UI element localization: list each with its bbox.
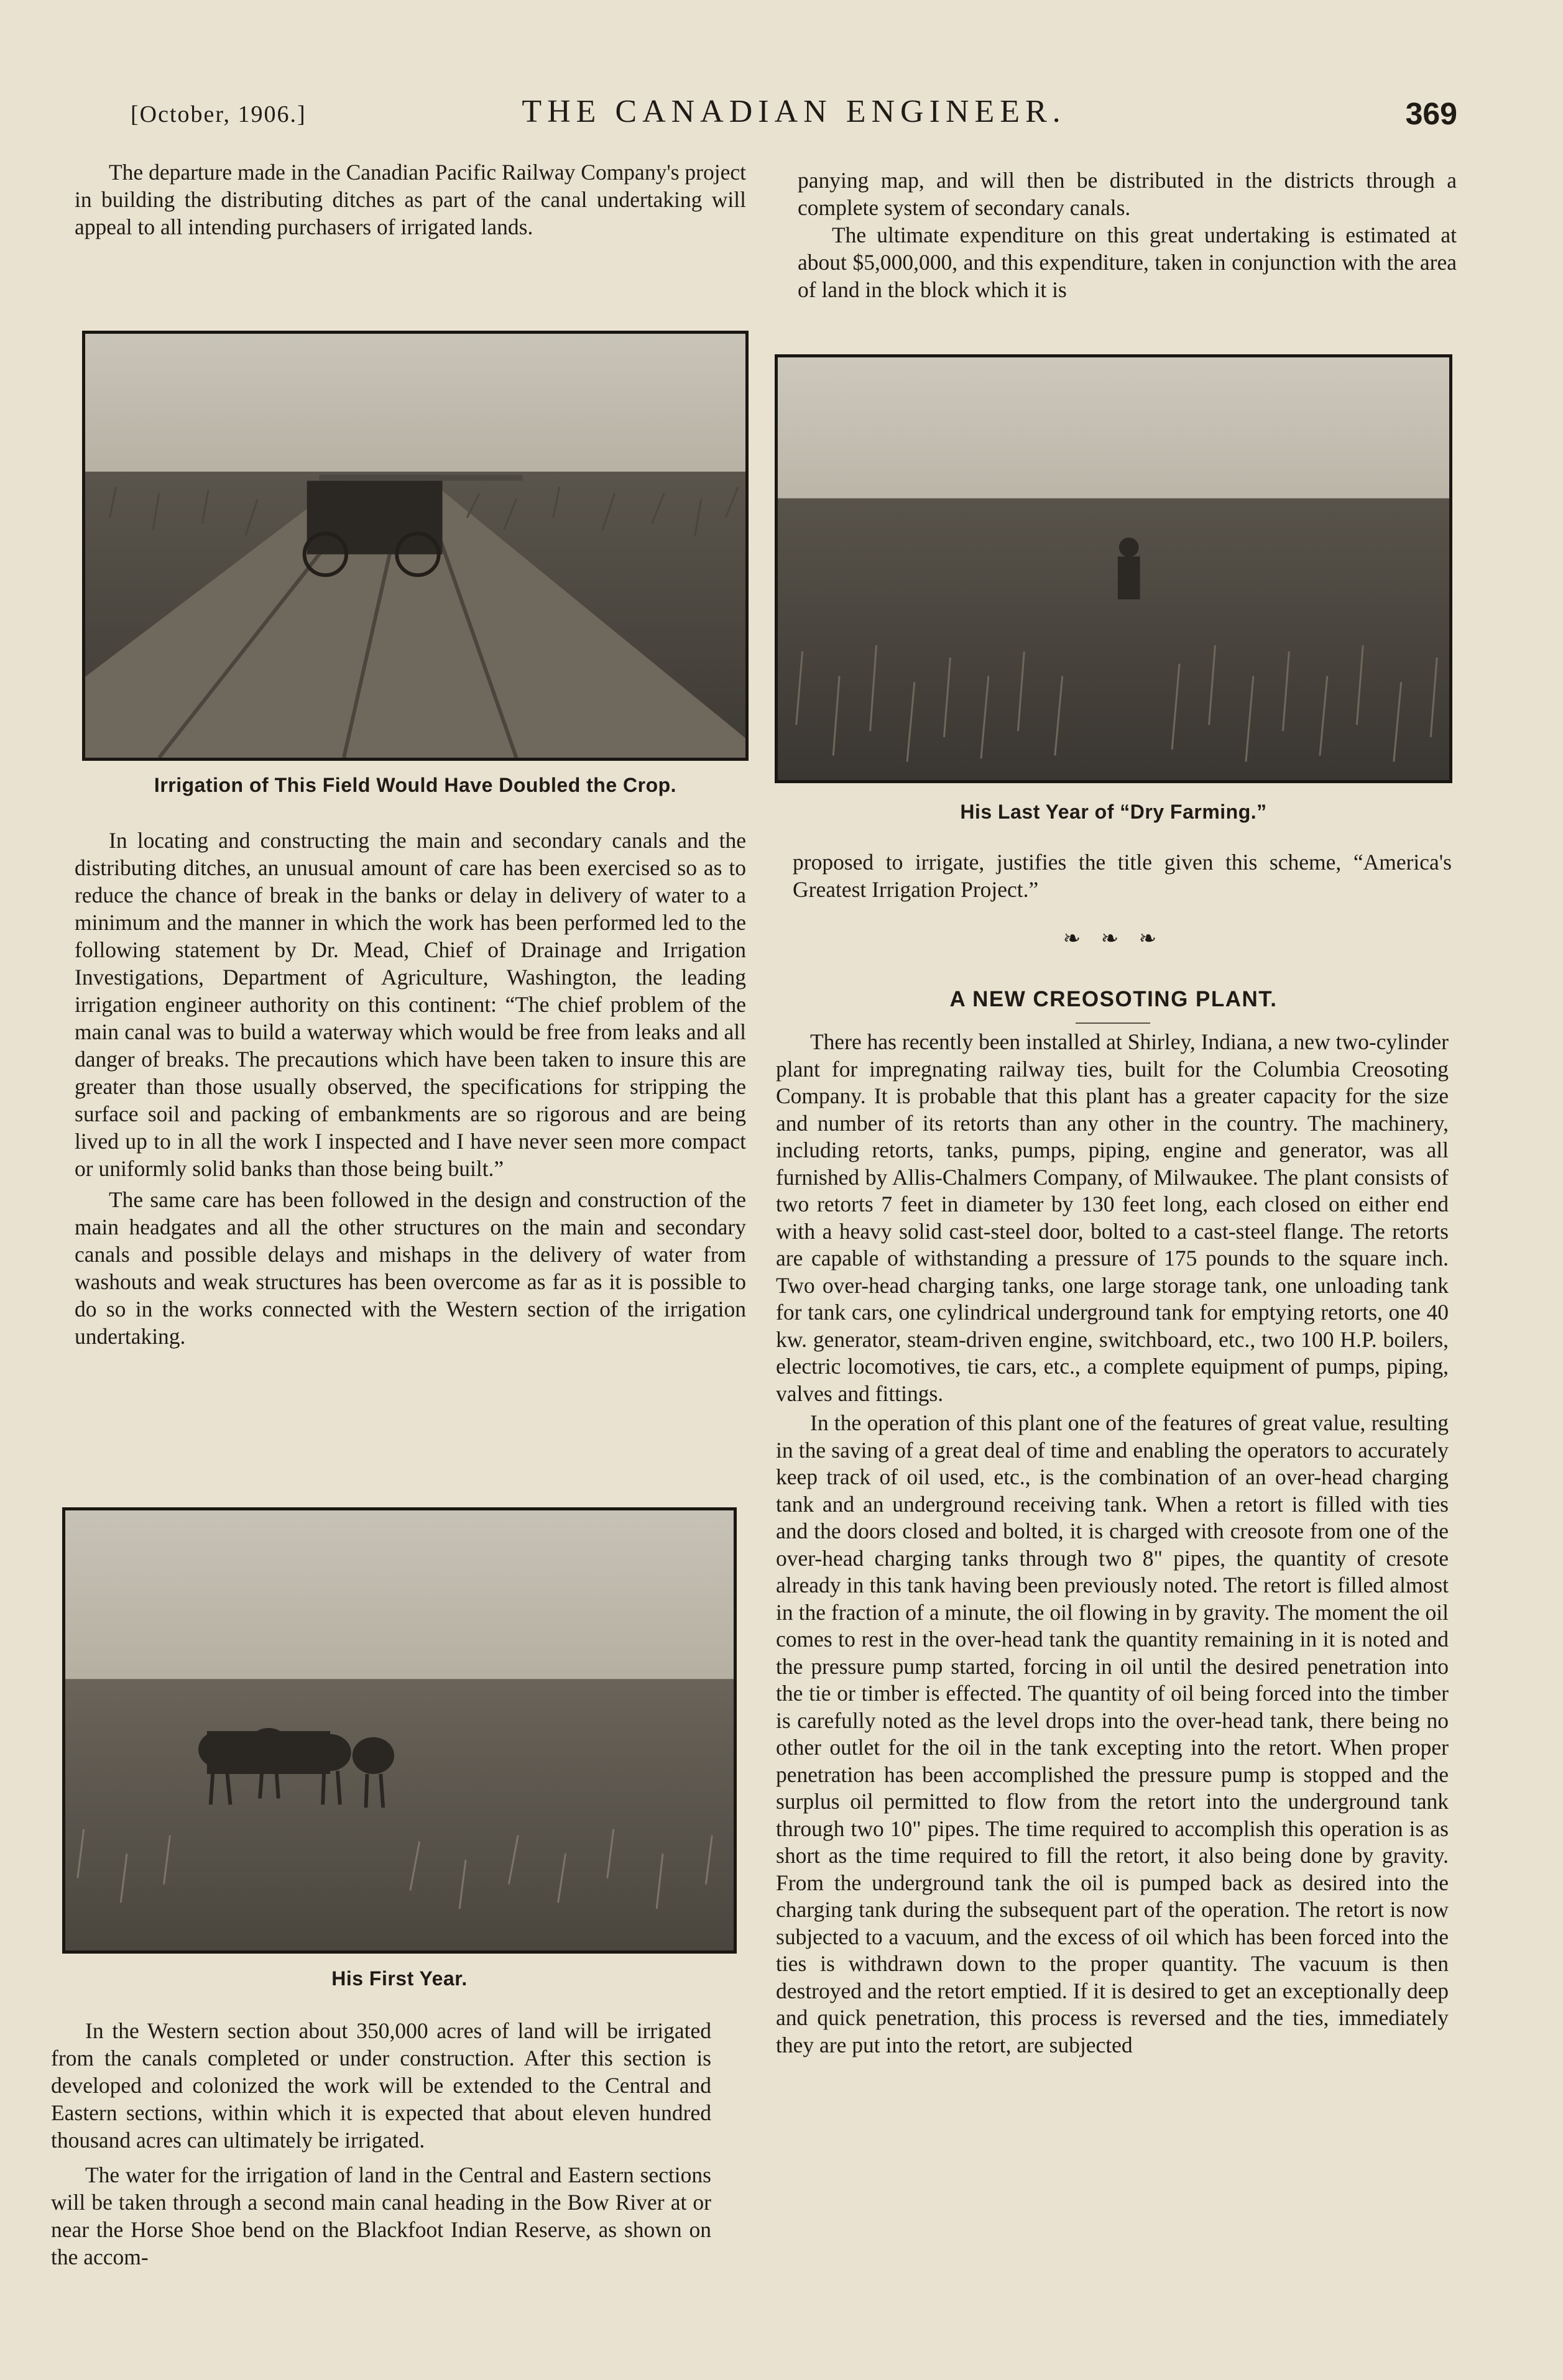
section-ornament: ❧ ❧ ❧ (1063, 927, 1164, 950)
paragraph-accompanying-map: panying map, and will then be distributed in the districts through a complete system of secondary canals. (798, 168, 1457, 220)
intro-paragraph: The departure made in the Canadian Pacific Railway Company's project in building the distributing ditches as part of the canal undertaking will appeal to all intending purchasers of irrigated lands. (75, 160, 746, 239)
photo-road-field-image (85, 334, 745, 758)
article-paragraph-2: In the operation of this plant one of the features of great value, resulting in the saving of a great deal of time and enabling the operators to accurately keep track of oil used, etc., is the combination of an over-head charging tank and an underground receiving tank. When a retort is filled with ties and the doors closed and bolted, it is charged with creosote from one of the over-head charging tanks through two 8" pipes, the quantity of cresote already in this tank having been previously noted. The retort is filled almost in the fraction of a minute, the oil flowing in by gravity. The moment the oil comes to rest in the over-head tank the quantity remaining in it is noted and the pressure pump started, forcing in oil until the desired penetration into the tie or timber is effected. The quantity of oil being forced into the timber is carefully noted as the level drops into the over-head tank, there being no other outlet for the oil in the tank excepting into the retort. When proper penetration has been accomplished the pressure pump is stopped and the surplus oil permitted to flow from the retort into the underground tank through two 10" pipes. The time required to accomplish this operation is as short as the time required to fill the retort, it also being done by gravity. From the underground tank the oil is pumped back as desired into the charging tank during the subsequent part of the operation. The retort is now subjected to a vacuum, and the excess of oil which has been forced into the ties is withdrawn down to the proper quantity. The vacuum is then destroyed and the retort emptied. If it is desired to get an exceptionally deep and quick penetration, this process is reversed and the ties, immediately they are put into the retort, are subjected (776, 1410, 1449, 2057)
paragraph-western-section: In the Western section about 350,000 acres of land will be irrigated from the canals completed or under construction. After this section is developed and colonized the work will be extended to the Central and Eastern sections, within which it is expected that about eleven hundred thousand acres can ultimately be irrigated. (51, 2018, 711, 2153)
paragraph-title-scheme: proposed to irrigate, justifies the title given this scheme, “America's Greatest Irrigation Project.” (793, 850, 1452, 902)
article-paragraph-1: There has recently been installed at Shirley, Indiana, a new two-cylinder plant for impregnating railway ties, built for the Columbia Creosoting Company. It is probable that this plant has a greater capacity for the size and number of its retorts than any other in the country. The machinery, including retorts, tanks, pumps, piping, engine and generator, was all furnished by Allis-Chalmers Company, of Milwaukee. The plant consists of two retorts 7 feet in diameter by 130 feet long, each closed on either end with a heavy solid cast-steel door, bolted to a cast-steel flange. The retorts are capable of withstanding a pressure of 175 pounds to the square inch. Two over-head charging tanks, one large storage tank, one unloading tank for tank cars, one cylindrical underground tank for emptying retorts, one 40 kw. generator, steam-driven engine, switchboard, etc., two 100 H.P. boilers, electric locomotives, tie cars, etc., a complete equipment of pumps, piping, valves and fittings. (776, 1029, 1449, 1406)
photo-horse-team (62, 1507, 737, 1954)
left-intro-text (75, 159, 746, 241)
left-main-text (75, 827, 746, 1350)
photo-road-field (82, 331, 749, 761)
photo2-caption: His Last Year of “Dry Farming.” (960, 801, 1267, 823)
paragraph-headgates: The same care has been followed in the design and construction of the main headgates and all the other structures on the main and secondary canals and possible delays and mishaps in the delivery of water from washouts and weak structures has been overcome as far as it is possible to do so in the works connected with the Western section of the irrigation undertaking. (75, 1187, 746, 1349)
issue-date: [October, 1906.] (131, 101, 307, 127)
photo3-caption: His First Year. (331, 1967, 468, 1990)
right-top-text (798, 167, 1457, 303)
photo-wheat-field (775, 354, 1452, 783)
paragraph-central-eastern: The water for the irrigation of land in the Central and Eastern sections will be taken through a second main canal heading in the Bow River at or near the Horse Shoe bend on the Blackfoot Indian Reserve, as shown on the accom- (51, 2162, 711, 2269)
heading-rule (1076, 1022, 1150, 1024)
page-number: 369 (1405, 96, 1457, 131)
journal-title: THE CANADIAN ENGINEER. (522, 94, 1066, 129)
photo-wheat-field-image (778, 357, 1449, 780)
left-bottom-text (51, 2017, 711, 2271)
paragraph-locating-canals: In locating and constructing the main and secondary canals and the distributing ditches, an unusual amount of care has been exercised so as to reduce the chance of break in the banks or delay in delivery of water to a minimum and the manner in which the work has been performed led to the following statement by Dr. Mead, Chief of Drainage and Irrigation Investigations, Department of Agriculture, Washington, the leading irrigation engineer authority on this continent: “The chief problem of the main canal was to build a waterway which would be free from leaks and all danger of breaks. The precautions which have been taken to insure this are greater than those usually observed, the specifications for stripping the surface soil and packing of embankments are so rigorous and are being lived up to in all the work I inspected and I have never seen more compact or uniformly solid banks than those being built.” (75, 828, 746, 1181)
right-mid-text (793, 848, 1452, 903)
page-header (131, 93, 1457, 143)
paragraph-expenditure: The ultimate expenditure on this great undertaking is estimated at about $5,000,000, and this expenditure, taken in conjunction with the area of land in the block which it is (798, 223, 1457, 302)
right-article-text (776, 1029, 1449, 2059)
article-heading: A NEW CREOSOTING PLANT. (949, 987, 1278, 1011)
photo-horse-team-image (65, 1510, 734, 1950)
photo1-caption: Irrigation of This Field Would Have Doubled the Crop. (154, 774, 677, 796)
